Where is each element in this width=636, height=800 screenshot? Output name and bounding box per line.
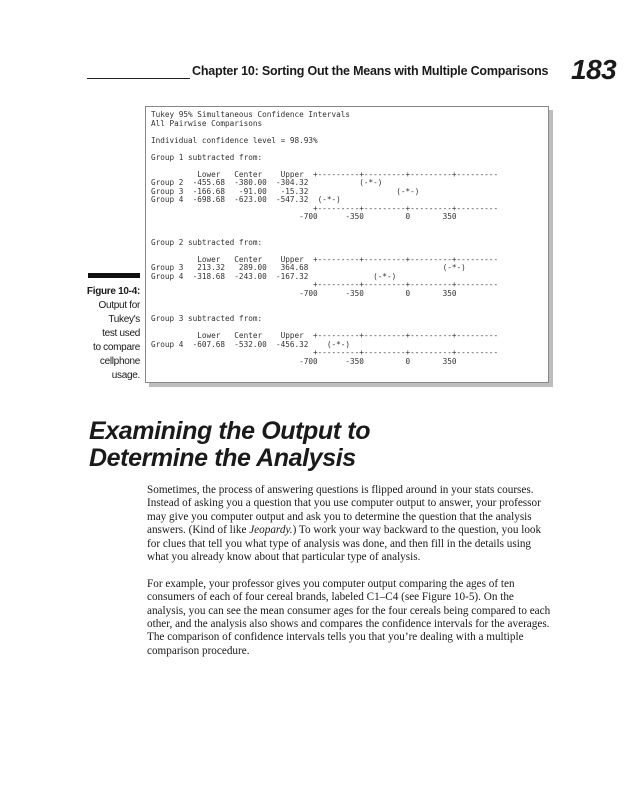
output-line: Group 1 subtracted from: [151, 152, 263, 162]
output-line: Lower Center Upper +---------+---------+---------+--------- [197, 169, 499, 179]
caption-line: usage. [111, 370, 140, 381]
section-heading [89, 418, 370, 472]
caption-bar [88, 273, 140, 278]
output-line: Group 4 -698.68 -623.00 -547.32 (-*-) [151, 195, 341, 204]
output-line: Group 4 -318.68 -243.00 -167.32 (-*-) [151, 271, 397, 281]
output-line: Group 4 -607.68 -532.00 -456.32 (-*-) [151, 339, 351, 349]
caption-line: test used [102, 328, 140, 339]
output-line: Group 3 subtracted from: [151, 314, 263, 323]
output-line: +---------+---------+---------+--------- [312, 203, 499, 213]
paragraph-2: For example, your professor gives you computer output comparing the ages of ten consumers of each of four cereal brands, labeled C1–C4 (see Figure 10-5). On the analysis, you can see the mean consumer ages for the four cereals being compared to each other, and the analysis also shows and compares the confidence intervals for the averages. The comparison of confidence intervals tells you that you’re dealing with a multiple comparison procedure. [147, 577, 551, 657]
output-line: Group 3 -166.68 -91.00 -15.32 (-*-) [151, 186, 420, 196]
jeopardy-emphasis: Jeopardy. [249, 524, 293, 537]
output-line: Group 3 213.32 289.00 364.68 (-*-) [151, 263, 466, 272]
output-line: -700 -350 0 350 [299, 212, 457, 221]
output-line: Group 2 -455.68 -380.00 -304.32 (-*-) [151, 178, 383, 187]
output-line: Individual confidence level = 98.93% [151, 135, 318, 145]
caption-line: Tukey's [108, 314, 140, 325]
caption-line: cellphone [99, 356, 140, 367]
paragraph-1 [147, 484, 551, 564]
section-heading-line: Examining the Output to [89, 417, 371, 445]
output-line: Tukey 95% Simultaneous Confidence Intervals [151, 110, 351, 119]
caption-line: Output for [98, 300, 140, 311]
chapter-title: Chapter 10: Sorting Out the Means with Multiple Comparisons [192, 64, 549, 78]
output-line: All Pairwise Comparisons [151, 118, 263, 128]
output-line: Group 2 subtracted from: [151, 237, 263, 247]
caption-line: to compare [92, 342, 140, 353]
page-number: 183 [571, 54, 617, 85]
paragraph-1-text-b: ) To work your way backward to the question, you look for clues that tell you what type of analysis was done, and then fill in the details using what you already know about that particular type of analysis. [147, 524, 542, 564]
figure-caption [70, 285, 140, 383]
output-line: Lower Center Upper +---------+---------+---------+--------- [197, 254, 499, 264]
output-line: +---------+---------+---------+--------- [312, 280, 499, 289]
tukey-output-text [151, 111, 498, 366]
body-text [147, 484, 551, 672]
output-line: Lower Center Upper +---------+---------+---------+--------- [197, 331, 499, 340]
caption-label: Figure 10-4: [86, 286, 140, 297]
output-line: -700 -350 0 350 [299, 356, 457, 366]
output-line: +---------+---------+---------+--------- [312, 348, 499, 357]
paragraph-1-text-a: Sometimes, the process of answering questions is flipped around in your stats courses. Instead of asking you a question that you use computer output to answer, your professor may give you computer output and ask you to determine the question that the analysis answers. (Kind of like [147, 484, 541, 537]
section-heading-line: Determine the Analysis [89, 444, 356, 472]
tukey-output-box [145, 106, 549, 383]
header-rule [87, 78, 190, 79]
output-line: -700 -350 0 350 [299, 288, 457, 298]
